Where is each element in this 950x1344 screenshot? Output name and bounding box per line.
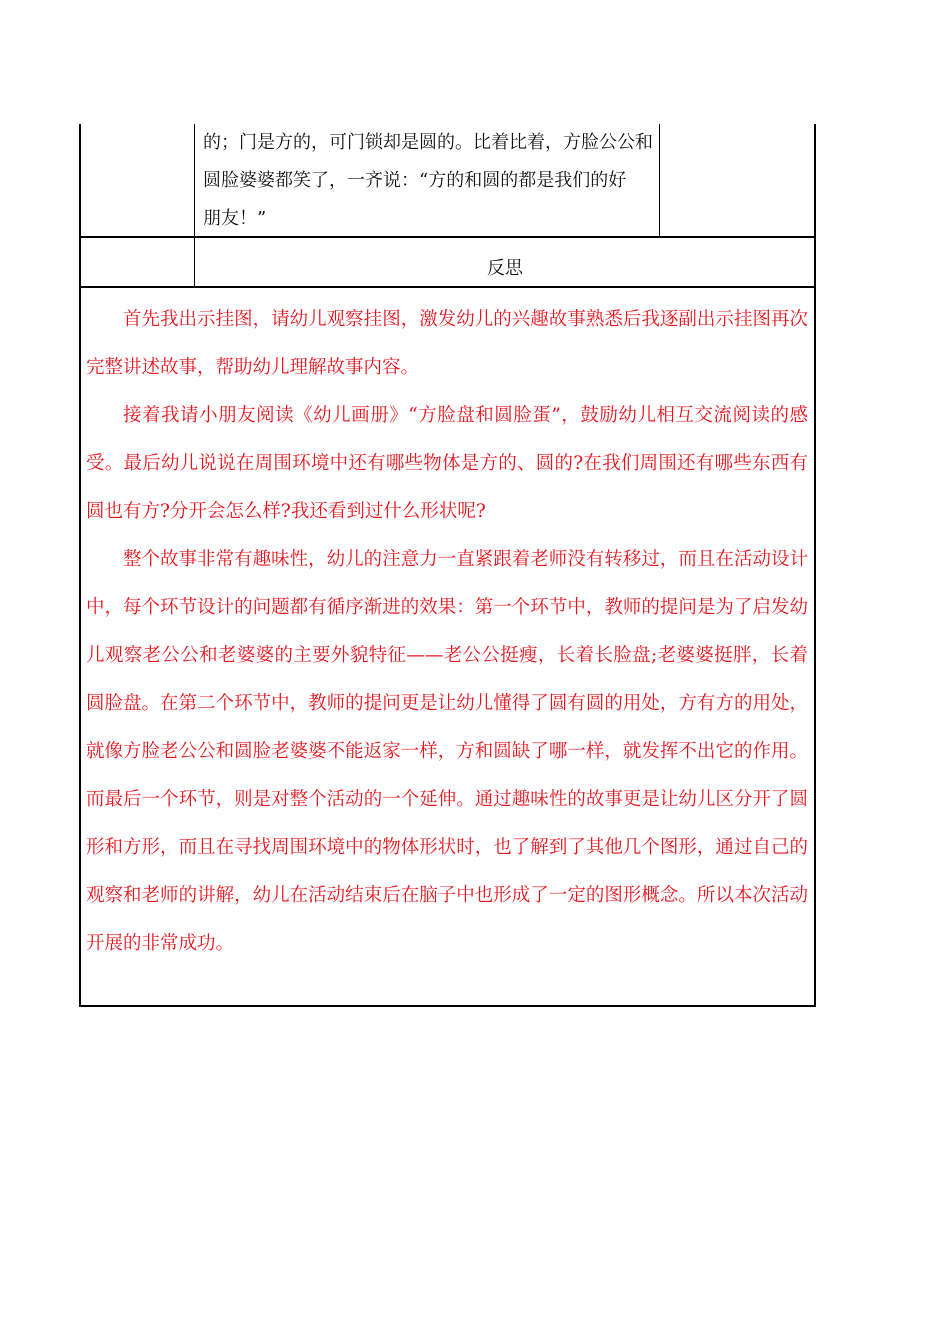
story-line: 朋友！” (203, 208, 267, 229)
story-line: 圆脸婆婆都笑了，一齐说：“方的和圆的都是我们的好 (203, 170, 627, 191)
story-cell (203, 124, 658, 238)
reflection-heading: 反思 (487, 258, 523, 279)
reflection-paragraph: 接着我请小朋友阅读《幼儿画册》“方脸盘和圆脸蛋”，鼓励幼儿相互交流阅读的感受。最后幼儿说说在周围环境中还有哪些物体是方的、圆的?在我们周围还有哪些东西有圆也有方?分开会怎么样?我还看到过什么形状呢? (86, 405, 808, 522)
reflection-paragraph: 首先我出示挂图，请幼儿观察挂图，激发幼儿的兴趣故事熟悉后我逐副出示挂图再次完整讲述故事，帮助幼儿理解故事内容。 (86, 309, 808, 378)
table-border-bottom (79, 1005, 816, 1007)
reflection-body (86, 296, 808, 968)
reflection-paragraph: 整个故事非常有趣味性，幼儿的注意力一直紧跟着老师没有转移过，而且在活动设计中，每个环节设计的问题都有循序渐进的效果：第一个环节中，教师的提问是为了启发幼儿观察老公公和老婆婆的主要外貌特征——老公公挺瘦，长着长脸盘;老婆婆挺胖，长着圆脸盘。在第二个环节中，教师的提问更是让幼儿懂得了圆有圆的用处，方有方的用处，就像方脸老公公和圆脸老婆婆不能返家一样，方和圆缺了哪一样，就发挥不出它的作用。而最后一个环节，则是对整个活动的一个延伸。通过趣味性的故事更是让幼儿区分开了圆形和方形，而且在寻找周围环境中的物体形状时，也了解到了其他几个图形，通过自己的观察和老师的讲解，幼儿在活动结束后在脑子中也形成了一定的图形概念。所以本次活动开展的非常成功。 (86, 549, 808, 954)
table-column-divider-2 (659, 124, 660, 237)
table-row-divider-2 (79, 286, 816, 288)
story-line: 的；门是方的，可门锁却是圆的。比着比着，方脸公公和 (203, 132, 653, 153)
table-border-left (79, 124, 81, 1007)
